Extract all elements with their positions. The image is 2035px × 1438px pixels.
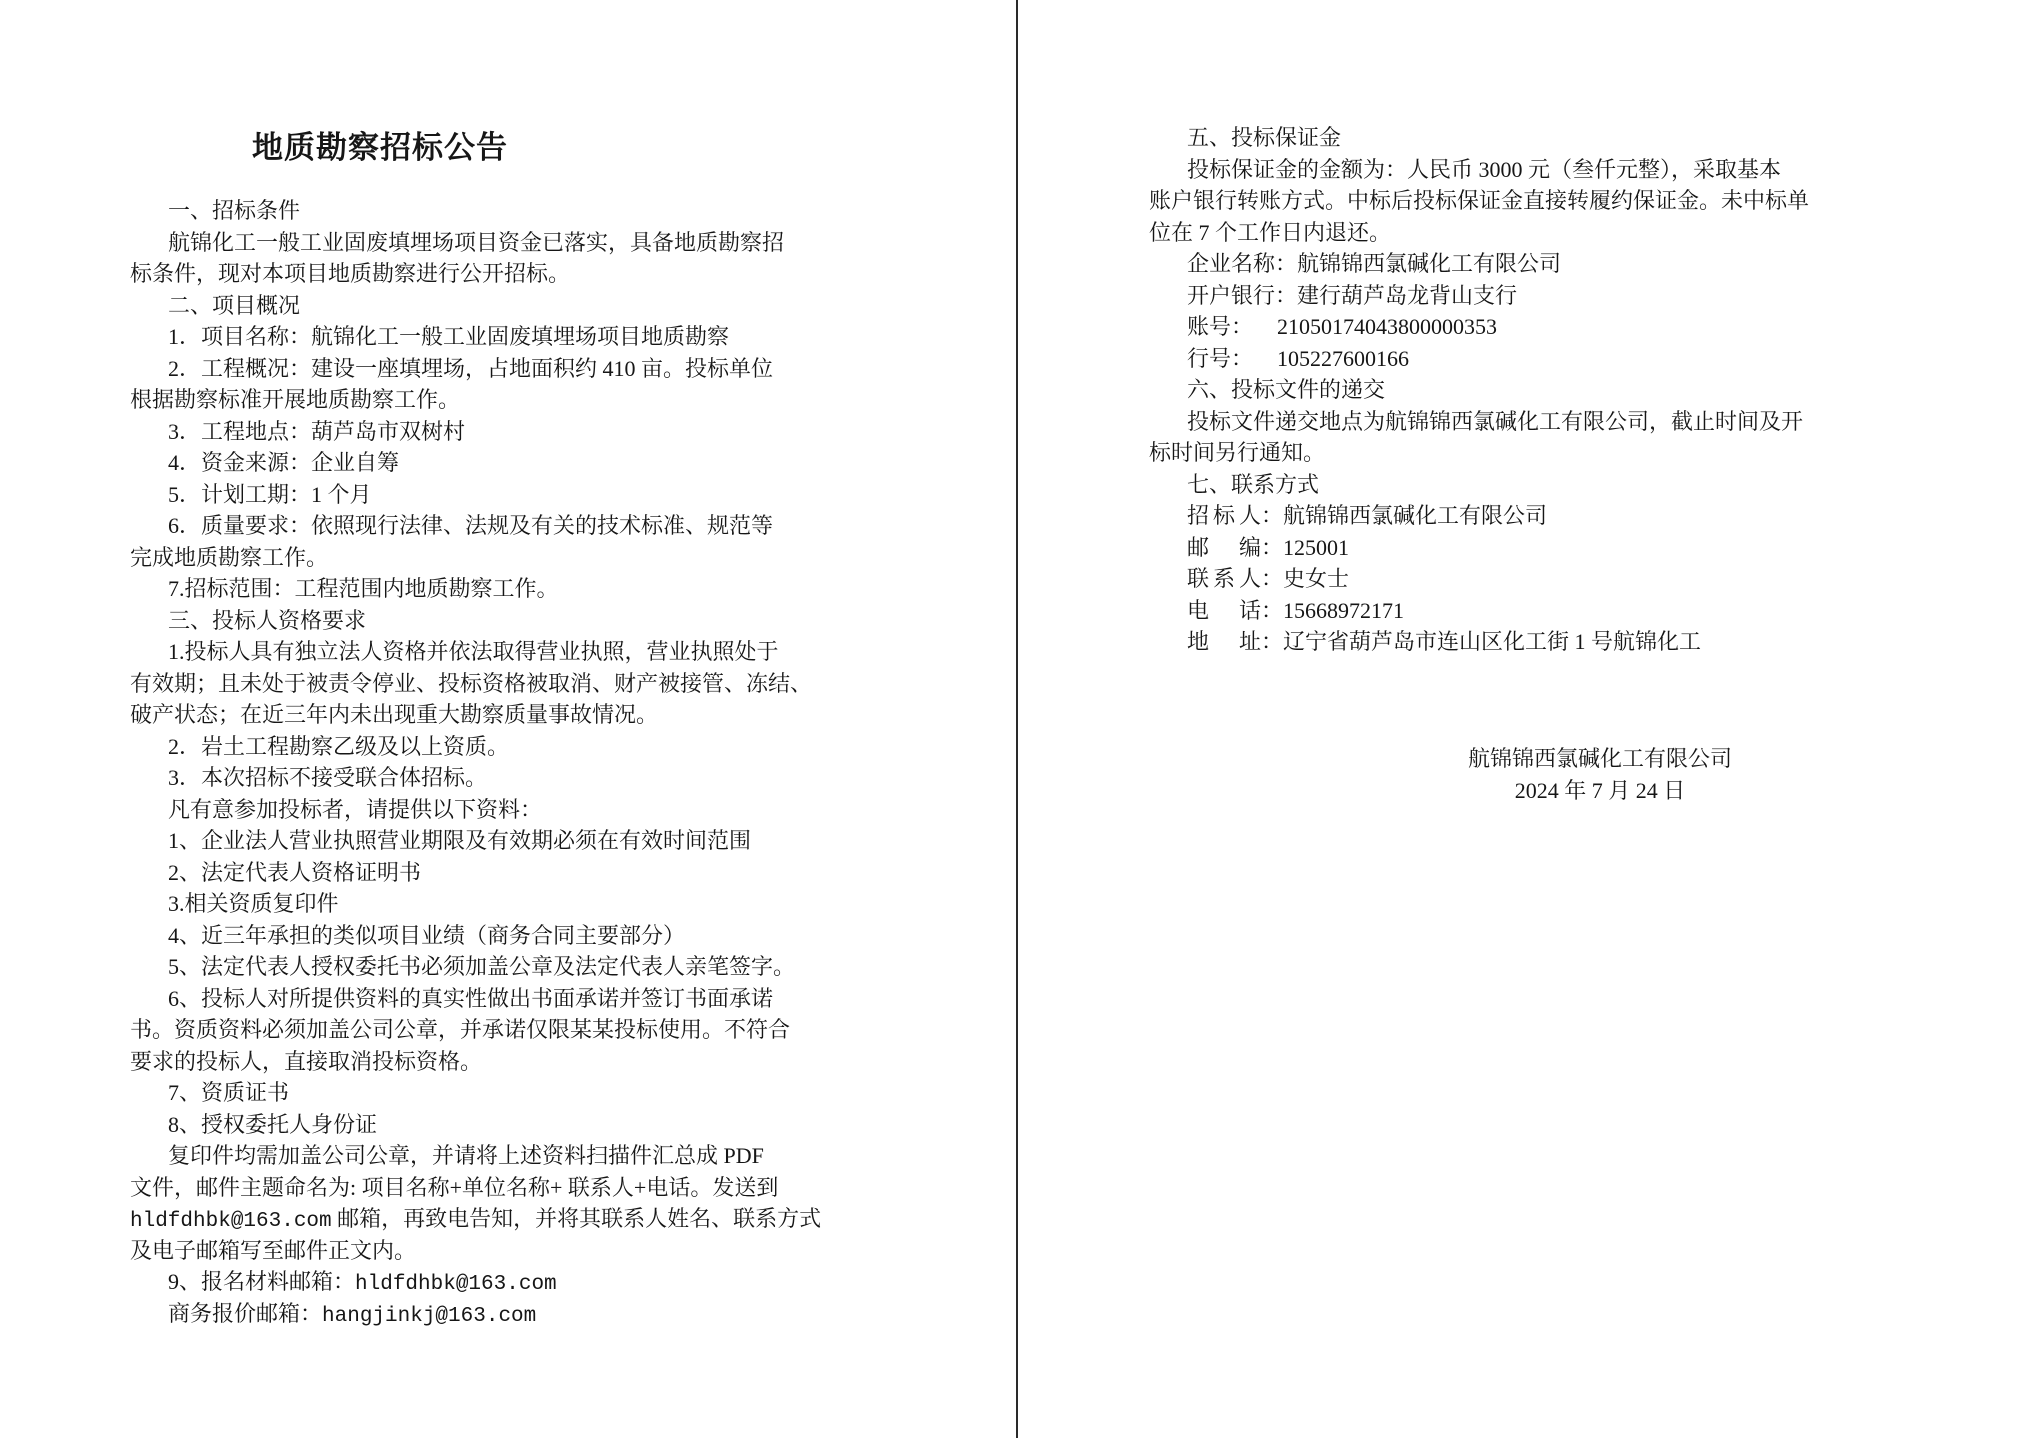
email-text: hangjinkj@163.com (322, 1304, 537, 1328)
text-line: 1、企业法人营业执照营业期限及有效期必须在有效时间范围 (168, 828, 752, 853)
text-line: 七、联系方式 (1187, 471, 1320, 497)
text-line: 书。资质资料必须加盖公司公章，并承诺仅限某某投标使用。不符合 (130, 1017, 791, 1042)
email-text: hldfdhbk@163.com (355, 1273, 557, 1296)
field-label: 地址 (1187, 629, 1261, 654)
text-line: 账户银行转账方式。中标后投标保证金直接转履约保证金。未中标单 (1149, 188, 1810, 213)
text-line: 复印件均需加盖公司公章，并请将上述资料扫描件汇总成 PDF (168, 1143, 764, 1168)
text-line: 根据勘察标准开展地质勘察工作。 (130, 387, 461, 412)
text-line: 2．岩土工程勘察乙级及以上资质。 (168, 733, 510, 759)
field-value: 105227600166 (1277, 345, 1409, 371)
text-line: 3.相关资质复印件 (168, 891, 339, 916)
text-line: 1．项目名称：航锦化工一般工业固废填埋场项目地质勘察 (168, 324, 730, 349)
text-line (1149, 311, 1959, 343)
text-line: 投标文件递交地点为航锦锦西氯碱化工有限公司，截止时间及开 (1187, 408, 1804, 434)
field-label: 招标人 (1187, 503, 1261, 528)
text-line: 3．工程地点：葫芦岛市双树村 (168, 418, 466, 444)
text-line: 8、授权委托人身份证 (168, 1111, 378, 1137)
text-line: 邮编：125001 (1149, 532, 1959, 564)
right-page-body (1149, 122, 1959, 658)
text-line: 4．资金来源：企业自筹 (168, 450, 400, 475)
field-label: 联系人 (1187, 566, 1261, 591)
signature-block (1330, 743, 1870, 806)
text-line: 标条件，现对本项目地质勘察进行公开招标。 (130, 261, 571, 286)
text-line: 投标保证金的金额为：人民币 3000 元（叁仟元整），采取基本 (1187, 156, 1782, 182)
email-text: hldfdhbk@163.com (130, 1210, 332, 1233)
page-divider (1016, 0, 1018, 1438)
field-label: 账号： (1187, 314, 1254, 339)
field-value: 航锦锦西氯碱化工有限公司 (1283, 503, 1548, 528)
text-line: 9、报名材料邮箱：hldfdhbk@163.com (168, 1269, 557, 1296)
text-line: 2．工程概况：建设一座填埋场，占地面积约 410 亩。投标单位 (168, 355, 774, 381)
text-line: 二、项目概况 (168, 292, 301, 318)
text-line: 2、法定代表人资格证明书 (168, 859, 422, 885)
left-page-body (130, 195, 940, 1329)
text-line (1149, 343, 1959, 375)
text-line: 5．计划工期：1 个月 (168, 481, 372, 507)
text-line: 一、招标条件 (168, 198, 301, 223)
text-line: hldfdhbk@163.com 邮箱，再致电告知，并将其联系人姓名、联系方式 (130, 1206, 822, 1233)
field-label: 邮编 (1187, 534, 1261, 560)
field-value: 史女士 (1283, 566, 1350, 591)
text-line: 航锦化工一般工业固废填埋场项目资金已落实，具备地质勘察招 (168, 229, 785, 255)
field-value: 15668972171 (1283, 597, 1405, 623)
text-line: 商务报价邮箱：hangjinkj@163.com (168, 1300, 537, 1328)
text-line: 3．本次招标不接受联合体招标。 (168, 765, 488, 790)
text-line: 企业名称：航锦锦西氯碱化工有限公司 (1187, 251, 1562, 276)
text-line: 7、资质证书 (168, 1080, 290, 1105)
text-line: 1.投标人具有独立法人资格并依法取得营业执照，营业执照处于 (168, 639, 779, 664)
text-line: 位在 7 个工作日内退还。 (1149, 219, 1392, 245)
text-line: 招标人：航锦锦西氯碱化工有限公司 (1149, 500, 1959, 532)
text-line: 6、投标人对所提供资料的真实性做出书面承诺并签订书面承诺 (168, 985, 774, 1011)
field-label: 行号： (1187, 345, 1254, 371)
text-line: 凡有意参加投标者，请提供以下资料： (168, 796, 543, 822)
signature-date: 2024 年 7 月 24 日 (1514, 777, 1686, 803)
text-line: 三、投标人资格要求 (168, 607, 367, 633)
text-line: 有效期；且未处于被责令停业、投标资格被取消、财产被接管、冻结、 (130, 670, 813, 696)
text-line: 标时间另行通知。 (1149, 440, 1326, 465)
text-line: 文件，邮件主题命名为: 项目名称+单位名称+ 联系人+电话。发送到 (130, 1174, 779, 1200)
text-line: 及电子邮箱写至邮件正文内。 (130, 1237, 417, 1263)
text-line: 7.招标范围：工程范围内地质勘察工作。 (168, 576, 559, 601)
document-title: 地质勘察招标公告 (252, 130, 508, 165)
field-value: 辽宁省葫芦岛市连山区化工街 1 号航锦化工 (1283, 629, 1702, 654)
text-line: 完成地质勘察工作。 (130, 544, 329, 570)
text-line: 要求的投标人，直接取消投标资格。 (130, 1048, 483, 1074)
text-line: 电话：15668972171 (1149, 595, 1959, 627)
text-line: 5、法定代表人授权委托书必须加盖公章及法定代表人亲笔签字。 (168, 954, 796, 979)
text-line: 五、投标保证金 (1187, 125, 1342, 150)
text-line: 开户银行：建行葫芦岛龙背山支行 (1187, 282, 1518, 308)
text-line: 地址：辽宁省葫芦岛市连山区化工街 1 号航锦化工 (1149, 626, 1959, 658)
field-value: 125001 (1283, 534, 1350, 560)
text-line: 6．质量要求：依照现行法律、法规及有关的技术标准、规范等 (168, 513, 774, 538)
text-line: 联系人：史女士 (1149, 563, 1959, 595)
text-line: 破产状态；在近三年内未出现重大勘察质量事故情况。 (130, 702, 659, 727)
field-value: 21050174043800000353 (1277, 314, 1497, 339)
field-label: 电话 (1187, 597, 1261, 623)
signature-company: 航锦锦西氯碱化工有限公司 (1467, 746, 1732, 771)
text-line: 六、投标文件的递交 (1187, 377, 1386, 402)
text-line: 4、近三年承担的类似项目业绩（商务合同主要部分） (168, 922, 686, 948)
